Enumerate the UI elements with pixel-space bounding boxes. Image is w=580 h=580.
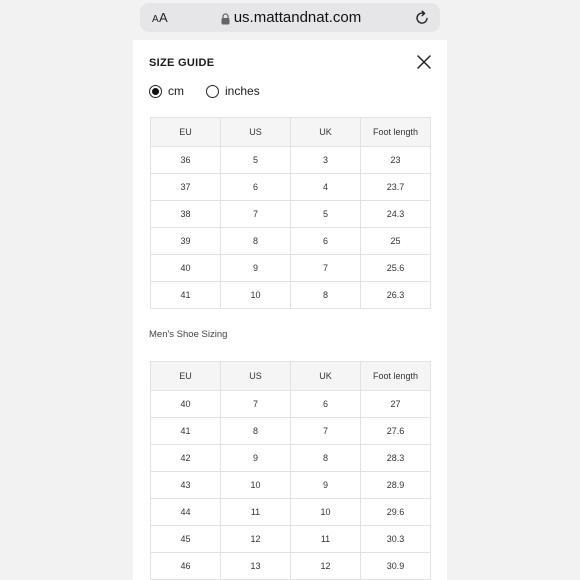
url-text: us.mattandnat.com [233, 9, 362, 26]
table-header-row [151, 362, 431, 391]
col-header-us: US [221, 362, 291, 391]
size-guide-modal [133, 40, 447, 580]
radio-cm[interactable] [149, 85, 162, 98]
table-cell: 39 [151, 228, 221, 255]
table-row [151, 391, 431, 418]
unit-selector [149, 84, 282, 98]
table-cell: 40 [151, 255, 221, 282]
unit-label-inches: inches [225, 84, 260, 98]
text-size-button[interactable] [152, 10, 182, 25]
text-size-small-label: A [152, 14, 159, 25]
table-cell: 4 [291, 174, 361, 201]
text-size-large-label: A [158, 10, 168, 25]
table-cell: 27 [361, 391, 431, 418]
table-cell: 28.3 [361, 445, 431, 472]
url-display[interactable] [182, 9, 400, 26]
table-cell: 12 [221, 526, 291, 553]
table-row [151, 445, 431, 472]
table-row [151, 472, 431, 499]
table-row [151, 174, 431, 201]
table-row [151, 553, 431, 580]
unit-option-cm[interactable] [149, 84, 184, 98]
table-cell: 38 [151, 201, 221, 228]
table-row [151, 282, 431, 309]
close-button[interactable] [415, 53, 433, 71]
table-cell: 6 [291, 391, 361, 418]
table-cell: 13 [221, 553, 291, 580]
table-cell: 37 [151, 174, 221, 201]
close-icon [415, 53, 433, 71]
address-bar[interactable] [140, 3, 440, 32]
table-cell: 30.3 [361, 526, 431, 553]
table-cell: 8 [291, 282, 361, 309]
unit-label-cm: cm [168, 84, 184, 98]
table-cell: 46 [151, 553, 221, 580]
col-header-uk: UK [291, 118, 361, 147]
table-cell: 25.6 [361, 255, 431, 282]
table-cell: 5 [291, 201, 361, 228]
table-cell: 36 [151, 147, 221, 174]
table-cell: 45 [151, 526, 221, 553]
table-cell: 6 [291, 228, 361, 255]
table-cell: 9 [221, 445, 291, 472]
col-header-uk: UK [291, 362, 361, 391]
table-cell: 8 [291, 445, 361, 472]
table-cell: 40 [151, 391, 221, 418]
table-row [151, 147, 431, 174]
col-header-foot-length: Foot length [361, 118, 431, 147]
table-cell: 8 [221, 228, 291, 255]
table-cell: 3 [291, 147, 361, 174]
table-cell: 5 [221, 147, 291, 174]
col-header-us: US [221, 118, 291, 147]
table-cell: 9 [291, 472, 361, 499]
lock-icon [221, 12, 230, 24]
table-cell: 23.7 [361, 174, 431, 201]
table-cell: 8 [221, 418, 291, 445]
table-cell: 11 [221, 499, 291, 526]
table-cell: 41 [151, 418, 221, 445]
table-row [151, 499, 431, 526]
table-cell: 10 [221, 282, 291, 309]
table-cell: 28.9 [361, 472, 431, 499]
table-cell: 6 [221, 174, 291, 201]
table-cell: 7 [291, 418, 361, 445]
radio-inches[interactable] [206, 85, 219, 98]
table-cell: 30.9 [361, 553, 431, 580]
table-cell: 42 [151, 445, 221, 472]
table-cell: 25 [361, 228, 431, 255]
table-cell: 43 [151, 472, 221, 499]
table-row [151, 228, 431, 255]
table-header-row [151, 118, 431, 147]
table-cell: 23 [361, 147, 431, 174]
table-cell: 24.3 [361, 201, 431, 228]
table-cell: 29.6 [361, 499, 431, 526]
table-cell: 7 [221, 201, 291, 228]
table-cell: 12 [291, 553, 361, 580]
reload-icon[interactable] [414, 10, 430, 26]
table-cell: 7 [221, 391, 291, 418]
table-row [151, 255, 431, 282]
modal-title: SIZE GUIDE [149, 57, 215, 69]
table-cell: 41 [151, 282, 221, 309]
table-cell: 26.3 [361, 282, 431, 309]
men-section-label: Men's Shoe Sizing [149, 329, 228, 340]
radio-selected-dot [152, 88, 159, 95]
table-cell: 10 [221, 472, 291, 499]
women-size-table [150, 117, 431, 309]
table-row [151, 526, 431, 553]
unit-option-inches[interactable] [206, 84, 260, 98]
table-cell: 27.6 [361, 418, 431, 445]
men-size-table [150, 361, 431, 580]
col-header-foot-length: Foot length [361, 362, 431, 391]
table-cell: 9 [221, 255, 291, 282]
table-row [151, 201, 431, 228]
table-cell: 11 [291, 526, 361, 553]
table-cell: 7 [291, 255, 361, 282]
table-cell: 44 [151, 499, 221, 526]
col-header-eu: EU [151, 118, 221, 147]
table-row [151, 418, 431, 445]
col-header-eu: EU [151, 362, 221, 391]
table-cell: 10 [291, 499, 361, 526]
